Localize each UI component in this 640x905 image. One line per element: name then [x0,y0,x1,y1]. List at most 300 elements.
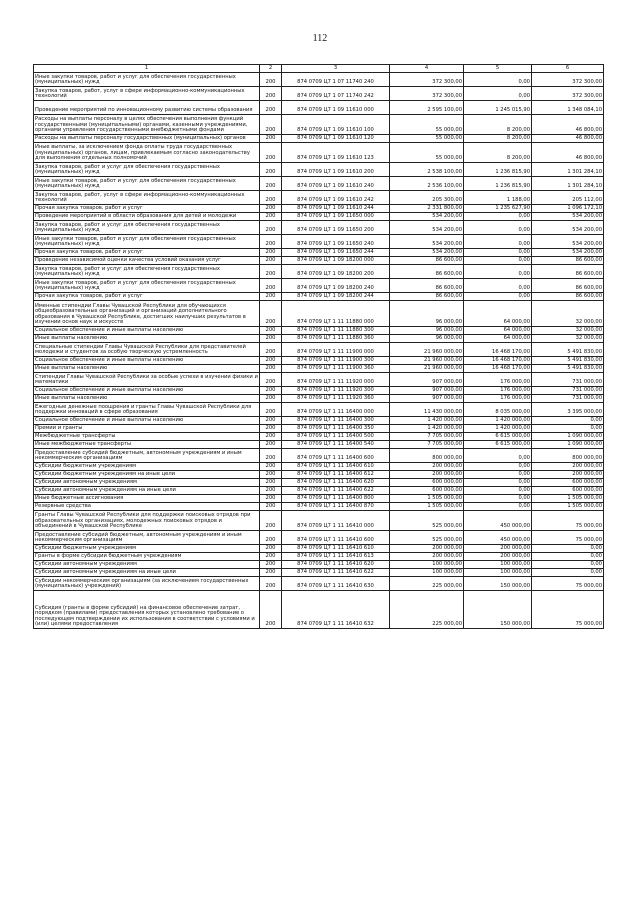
row-code-a: 200 [260,387,282,395]
row-value-5: 200 000,00 [464,553,532,561]
row-classification-code: 874 0709 Ц7 1 11 16400 612 [282,471,390,479]
row-code-a: 200 [260,177,282,191]
table-row [34,265,604,279]
row-name: Субсидии бюджетным учреждениям на иные цели [34,471,260,479]
row-code-a: 200 [260,357,282,365]
table-row [34,143,604,163]
row-classification-code: 874 0709 Ц7 1 09 11650 244 [282,249,390,257]
row-code-a: 200 [260,449,282,463]
row-value-4: 2 331 800,00 [390,205,464,213]
row-value-4: 525 000,00 [390,511,464,531]
row-name: Субсидии автономным учреждениям на иные цели [34,487,260,495]
row-code-a: 200 [260,545,282,553]
row-name: Субсидии бюджетным учреждениям [34,545,260,553]
row-name: Субсидия (гранты в форме субсидий) на финансовое обеспечение затрат, порядком (правилами) предоставления которых установлено требование о последующем подтверждении их использования в соответствии с условиями и (или) целями предоставления [34,591,260,629]
row-name: Иные бюджетные ассигнования [34,495,260,503]
row-value-6: 75 000,00 [532,511,604,531]
row-classification-code: 874 0709 Ц7 1 07 11740 240 [282,73,390,87]
row-name: Стипендии Главы Чувашской Республики за особые успехи в изучении физики и математики [35,373,258,386]
table-row [34,221,604,235]
row-value-4: 534 200,00 [390,249,464,257]
row-classification-code: 874 0709 Ц7 1 11 11900 000 [282,343,390,357]
row-name: Предоставление субсидий бюджетным, автономным учреждениям и иным некоммерческим организациям [34,449,260,463]
row-value-5: 1 420 000,00 [464,425,532,433]
row-classification-code: 874 0709 Ц7 1 11 16410 622 [282,569,390,577]
table-row [34,101,604,115]
row-code-a: 200 [260,327,282,335]
table-row [34,293,604,301]
row-value-6: 1 301 284,10 [532,177,604,191]
row-value-6: 32 000,00 [532,327,604,335]
table-row [34,403,604,417]
row-value-5: 200 000,00 [464,545,532,553]
row-value-4: 600 000,00 [390,479,464,487]
row-name: Проведение мероприятий по инновационному развитию системы образования [34,101,260,115]
row-name: Межбюджетные трансферты [34,433,260,441]
row-value-6: 5 491 830,00 [532,357,604,365]
table-row [34,441,604,449]
row-value-6: 534 200,00 [532,235,604,249]
table-row [34,545,604,553]
row-value-6: 75 000,00 [532,591,604,629]
row-classification-code: 874 0709 Ц7 1 11 16400 600 [282,449,390,463]
row-classification-code: 874 0709 Ц7 1 09 18200 240 [282,279,390,293]
row-name: Иные выплаты населению [34,335,260,343]
row-value-5: 450 000,00 [464,511,532,531]
row-code-a: 200 [260,441,282,449]
table-row [34,387,604,395]
row-classification-code: 874 0709 Ц7 1 11 16400 500 [282,433,390,441]
row-value-5: 0,00 [464,249,532,257]
row-code-a: 200 [260,191,282,205]
table-row [34,213,604,221]
table-row [34,395,604,403]
row-classification-code: 874 0709 Ц7 1 09 18200 000 [282,257,390,265]
row-name: Социальное обеспечение и иные выплаты населению [34,357,260,365]
row-value-6: 75 000,00 [532,577,604,591]
row-name: Специальные стипендии Главы Чувашской Республики для представителей молодежи и студентов за особую творческую устремленность [34,343,260,357]
row-value-5: 1 245 015,90 [464,101,532,115]
row-value-4: 55 000,00 [390,143,464,163]
row-name: Иные закупки товаров, работ и услуг для обеспечения государственных (муниципальных) нужд [34,235,260,249]
row-classification-code: 874 0709 Ц7 1 11 16400 610 [282,463,390,471]
row-code-a: 200 [260,143,282,163]
row-code-a: 200 [260,115,282,135]
column-header: 5 [464,65,532,73]
row-value-5: 0,00 [464,503,532,511]
row-code-a: 200 [260,101,282,115]
row-value-6: 1 096 172,10 [532,205,604,213]
row-classification-code: 874 0709 Ц7 1 11 16410 620 [282,561,390,569]
row-value-5: 0,00 [464,221,532,235]
table-row [34,569,604,577]
row-value-5: 8 200,00 [464,135,532,143]
row-code-a: 200 [260,135,282,143]
row-code-a: 200 [260,463,282,471]
row-name: Социальное обеспечение и иные выплаты населению [34,387,260,395]
row-value-4: 2 536 100,00 [390,177,464,191]
row-name: Иные выплаты населению [34,395,260,403]
budget-table [33,64,604,629]
table-row [34,511,604,531]
row-code-a: 200 [260,257,282,265]
row-value-4: 205 300,00 [390,191,464,205]
table-row [34,495,604,503]
row-value-4: 100 000,00 [390,561,464,569]
row-name: Иные межбюджетные трансферты [34,441,260,449]
row-value-6: 800 000,00 [532,449,604,463]
row-classification-code: 874 0709 Ц7 1 09 11610 120 [282,135,390,143]
column-header: 1 [34,65,260,73]
page-number: 112 [312,33,328,44]
row-value-6: 46 800,00 [532,143,604,163]
row-value-5: 0,00 [464,279,532,293]
row-value-6: 1 505 000,00 [532,503,604,511]
row-value-4: 2 595 100,00 [390,101,464,115]
row-value-6: 32 000,00 [532,335,604,343]
row-classification-code: 874 0709 Ц7 1 11 16400 870 [282,503,390,511]
row-value-6: 1 348 084,10 [532,101,604,115]
row-value-4: 534 200,00 [390,221,464,235]
row-value-5: 0,00 [464,87,532,101]
row-value-4: 21 960 000,00 [390,357,464,365]
row-classification-code: 874 0709 Ц7 1 11 16410 600 [282,531,390,545]
row-value-5: 150 000,00 [464,591,532,629]
row-value-6: 731 000,00 [532,395,604,403]
row-classification-code: 874 0709 Ц7 1 09 11650 200 [282,221,390,235]
row-value-6: 200 000,00 [532,471,604,479]
row-code-a: 200 [260,221,282,235]
row-classification-code: 874 0709 Ц7 1 11 11880 000 [282,301,390,327]
row-value-5: 0,00 [464,463,532,471]
row-value-4: 525 000,00 [390,531,464,545]
table-row [34,553,604,561]
row-value-6: 86 600,00 [532,293,604,301]
table-row [34,87,604,101]
table-row [34,577,604,591]
row-value-4: 100 000,00 [390,569,464,577]
row-value-5: 64 000,00 [464,327,532,335]
column-header: 3 [282,65,390,73]
table-row [34,373,604,387]
row-code-a: 200 [260,293,282,301]
row-value-6: 46 800,00 [532,115,604,135]
row-classification-code: 874 0709 Ц7 1 11 11900 360 [282,365,390,373]
row-code-a: 200 [260,503,282,511]
column-header: 6 [532,65,604,73]
row-value-5: 0,00 [464,257,532,265]
row-code-a: 200 [260,235,282,249]
table-row [34,463,604,471]
row-value-4: 86 600,00 [390,265,464,279]
table-row [34,343,604,357]
row-code-a: 200 [260,561,282,569]
row-name: Премии и гранты [34,425,260,433]
row-code-a: 200 [260,577,282,591]
row-classification-code: 874 0709 Ц7 1 09 18200 200 [282,265,390,279]
row-classification-code: 874 0709 Ц7 1 11 11880 300 [282,327,390,335]
row-classification-code: 874 0709 Ц7 1 07 11740 242 [282,87,390,101]
row-name: Расходы на выплаты персоналу государственных (муниципальных) органов [34,135,260,143]
row-value-4: 372 300,00 [390,73,464,87]
row-value-4: 907 000,00 [390,373,464,387]
row-name: Иные закупки товаров, работ и услуг для обеспечения государственных (муниципальных) нужд [34,279,260,293]
table-row [34,487,604,495]
row-value-6: 86 600,00 [532,257,604,265]
row-value-4: 907 000,00 [390,387,464,395]
row-value-4: 55 000,00 [390,135,464,143]
row-classification-code: 874 0709 Ц7 1 11 16410 632 [282,591,390,629]
row-code-a: 200 [260,417,282,425]
table-row [34,73,604,87]
row-value-4: 21 960 000,00 [390,343,464,357]
row-value-6: 3 395 000,00 [532,403,604,417]
row-name: Закупка товаров, работ, услуг в сфере информационно-коммуникационных технологий [34,87,260,101]
row-code-a: 200 [260,511,282,531]
row-code-a: 200 [260,591,282,629]
table-row [34,257,604,265]
table-row [34,449,604,463]
row-classification-code: 874 0709 Ц7 1 11 16400 540 [282,441,390,449]
row-value-6: 372 300,00 [532,73,604,87]
row-code-a: 200 [260,301,282,327]
row-value-5: 6 615 000,00 [464,441,532,449]
row-classification-code: 874 0709 Ц7 1 11 11920 360 [282,395,390,403]
row-classification-code: 874 0709 Ц7 1 09 11610 200 [282,163,390,177]
row-code-a: 200 [260,373,282,387]
row-classification-code: 874 0709 Ц7 1 11 16410 610 [282,545,390,553]
table-row [34,503,604,511]
row-value-4: 225 000,00 [390,591,464,629]
row-value-5: 0,00 [464,487,532,495]
table-row [34,417,604,425]
row-value-5: 0,00 [464,471,532,479]
row-classification-code: 874 0709 Ц7 1 09 11650 240 [282,235,390,249]
row-code-a: 200 [260,343,282,357]
row-name: Субсидии некоммерческим организациям (за исключением государственных (муниципальных) учреждений) [34,577,260,591]
row-value-5: 16 468 170,00 [464,357,532,365]
row-value-6: 0,00 [532,553,604,561]
row-name: Субсидии автономным учреждениям [34,479,260,487]
row-classification-code: 874 0709 Ц7 1 11 16410 630 [282,577,390,591]
row-code-a: 200 [260,249,282,257]
row-value-6: 0,00 [532,569,604,577]
row-code-a: 200 [260,495,282,503]
row-name: Гранты Главы Чувашской Республики для поддержки поисковых отрядов при образовательных организациях, молодежных поисковых отрядов и объединений в Чувашской Республике [34,511,260,531]
row-value-6: 86 600,00 [532,265,604,279]
row-classification-code: 874 0709 Ц7 1 09 11610 100 [282,115,390,135]
row-code-a: 200 [260,425,282,433]
row-value-5: 0,00 [464,449,532,463]
row-value-4: 86 600,00 [390,257,464,265]
column-header: 4 [390,65,464,73]
row-classification-code: 874 0709 Ц7 1 09 11610 242 [282,191,390,205]
row-value-4: 1 420 000,00 [390,425,464,433]
row-value-5: 0,00 [464,495,532,503]
table-row [34,471,604,479]
row-name: Субсидии автономным учреждениям [34,561,260,569]
row-value-6: 534 200,00 [532,249,604,257]
row-value-4: 372 300,00 [390,87,464,101]
row-name: Резервные средства [34,503,260,511]
row-name: Именные стипендии Главы Чувашской Республики для обучающихся общеобразовательных организаций и организаций дополнительного образования в Чувашской Республике, достигших наилучших результатов в изучении основ наук и искусств [34,301,260,327]
row-value-4: 200 000,00 [390,545,464,553]
row-name: Прочая закупка товаров, работ и услуг [34,293,260,301]
row-classification-code: 874 0709 Ц7 1 11 16400 620 [282,479,390,487]
row-value-5: 100 000,00 [464,561,532,569]
row-value-4: 800 000,00 [390,449,464,463]
row-value-6: 46 800,00 [532,135,604,143]
row-value-5: 0,00 [464,73,532,87]
row-code-a: 200 [260,163,282,177]
row-code-a: 200 [260,479,282,487]
row-value-4: 200 000,00 [390,471,464,479]
row-name: Прочая закупка товаров, работ и услуг [34,249,260,257]
row-value-5: 0,00 [464,293,532,301]
row-value-4: 534 200,00 [390,213,464,221]
row-code-a: 200 [260,553,282,561]
table-row [34,191,604,205]
table-row [34,425,604,433]
row-name: Проведение мероприятий в области образования для детей и молодежи [34,213,260,221]
row-name: Иные закупки товаров, работ и услуг для обеспечения государственных (муниципальных) нужд [34,177,260,191]
row-value-6: 534 200,00 [532,213,604,221]
row-name: Субсидии автономным учреждениям на иные цели [34,569,260,577]
row-classification-code: 874 0709 Ц7 1 11 16400 300 [282,417,390,425]
row-name: Социальное обеспечение и иные выплаты населению [34,417,260,425]
row-name: Закупка товаров, работ и услуг для обеспечения государственных (муниципальных) нужд [34,221,260,235]
row-classification-code: 874 0709 Ц7 1 11 16400 000 [282,403,390,417]
row-value-6: 86 600,00 [532,279,604,293]
row-value-4: 96 000,00 [390,301,464,327]
table-row [34,591,604,629]
row-classification-code: 874 0709 Ц7 1 11 16400 350 [282,425,390,433]
row-code-a: 200 [260,73,282,87]
row-value-6: 0,00 [532,425,604,433]
row-value-4: 2 538 100,00 [390,163,464,177]
row-name: Прочая закупка товаров, работ и услуг [34,205,260,213]
row-value-6: 0,00 [532,545,604,553]
table-row [34,249,604,257]
column-header: 2 [260,65,282,73]
row-classification-code: 874 0709 Ц7 1 11 16410 613 [282,553,390,561]
row-value-5: 16 468 170,00 [464,343,532,357]
row-code-a: 200 [260,433,282,441]
row-code-a: 200 [260,395,282,403]
row-value-5: 176 000,00 [464,387,532,395]
row-value-4: 200 000,00 [390,553,464,561]
row-value-5: 0,00 [464,213,532,221]
row-value-4: 225 000,00 [390,577,464,591]
row-code-a: 200 [260,471,282,479]
row-code-a: 200 [260,265,282,279]
row-value-5: 16 468 170,00 [464,365,532,373]
row-value-6: 600 000,00 [532,487,604,495]
row-value-6: 0,00 [532,417,604,425]
row-code-a: 200 [260,403,282,417]
row-classification-code: 874 0709 Ц7 1 09 11610 244 [282,205,390,213]
row-value-5: 64 000,00 [464,301,532,327]
table-row [34,279,604,293]
row-code-a: 200 [260,87,282,101]
row-code-a: 200 [260,487,282,495]
table-row [34,163,604,177]
row-value-6: 0,00 [532,561,604,569]
row-value-4: 86 600,00 [390,279,464,293]
row-value-6: 200 000,00 [532,463,604,471]
table-row [34,327,604,335]
row-classification-code: 874 0709 Ц7 1 09 11610 123 [282,143,390,163]
row-value-5: 0,00 [464,479,532,487]
row-value-4: 7 705 000,00 [390,433,464,441]
row-value-5: 6 615 000,00 [464,433,532,441]
row-name: Иные выплаты, за исключением фонда оплаты труда государственных (муниципальных) органов, лицам, привлекаемым согласно законодательству для выполнения отдельных полномочий [34,143,260,163]
row-code-a: 200 [260,365,282,373]
row-name: Иные закупки товаров, работ и услуг для обеспечения государственных (муниципальных) нужд [34,73,260,87]
table-row [34,115,604,135]
row-value-5: 8 200,00 [464,143,532,163]
row-name: Ежегодные денежные поощрения и гранты Главы Чувашской Республики для поддержки инноваций в сфере образования [34,403,260,417]
row-value-4: 96 000,00 [390,327,464,335]
row-value-4: 534 200,00 [390,235,464,249]
row-value-6: 32 000,00 [532,301,604,327]
row-value-5: 100 000,00 [464,569,532,577]
row-classification-code: 874 0709 Ц7 1 11 16410 000 [282,511,390,531]
row-value-4: 7 705 000,00 [390,441,464,449]
row-classification-code: 874 0709 Ц7 1 11 11920 300 [282,387,390,395]
row-value-6: 205 112,00 [532,191,604,205]
row-name: Закупка товаров, работ, услуг в сфере информационно-коммуникационных технологий [34,191,260,205]
row-value-5: 8 035 000,00 [464,403,532,417]
row-name: Закупка товаров, работ и услуг для обеспечения государственных (муниципальных) нужд [34,265,260,279]
row-value-5: 150 000,00 [464,577,532,591]
row-value-6: 5 491 830,00 [532,365,604,373]
table-row [34,205,604,213]
row-classification-code: 874 0709 Ц7 1 09 11610 000 [282,101,390,115]
row-value-4: 1 505 000,00 [390,503,464,511]
row-value-4: 11 430 000,00 [390,403,464,417]
row-value-5: 64 000,00 [464,335,532,343]
row-value-6: 1 090 000,00 [532,433,604,441]
row-value-5: 1 236 815,90 [464,177,532,191]
row-code-a: 200 [260,569,282,577]
row-value-6: 372 300,00 [532,87,604,101]
table-row [34,235,604,249]
table-header-row [34,65,604,73]
row-value-6: 731 000,00 [532,373,604,387]
row-value-4: 86 600,00 [390,293,464,301]
row-value-6: 1 505 000,00 [532,495,604,503]
row-value-6: 1 090 000,00 [532,441,604,449]
row-value-5: 0,00 [464,265,532,279]
row-value-4: 1 505 000,00 [390,495,464,503]
row-value-5: 450 000,00 [464,531,532,545]
table-row [34,433,604,441]
row-name: Расходы на выплаты персоналу в целях обеспечения выполнения функций государственными (муниципальными) органами, казенными учреждениями, органами управления государственными внебюджетными фондами [34,115,260,135]
row-value-4: 21 960 000,00 [390,365,464,373]
row-code-a: 200 [260,335,282,343]
row-value-4: 1 420 000,00 [390,417,464,425]
row-name: Социальное обеспечение и иные выплаты населению [34,327,260,335]
row-classification-code: 874 0709 Ц7 1 11 16400 800 [282,495,390,503]
row-value-6: 1 301 284,10 [532,163,604,177]
row-classification-code: 874 0709 Ц7 1 11 11900 300 [282,357,390,365]
row-value-4: 907 000,00 [390,395,464,403]
table-row [34,135,604,143]
row-value-5: 1 420 000,00 [464,417,532,425]
row-classification-code: 874 0709 Ц7 1 09 11650 000 [282,213,390,221]
row-value-5: 8 200,00 [464,115,532,135]
